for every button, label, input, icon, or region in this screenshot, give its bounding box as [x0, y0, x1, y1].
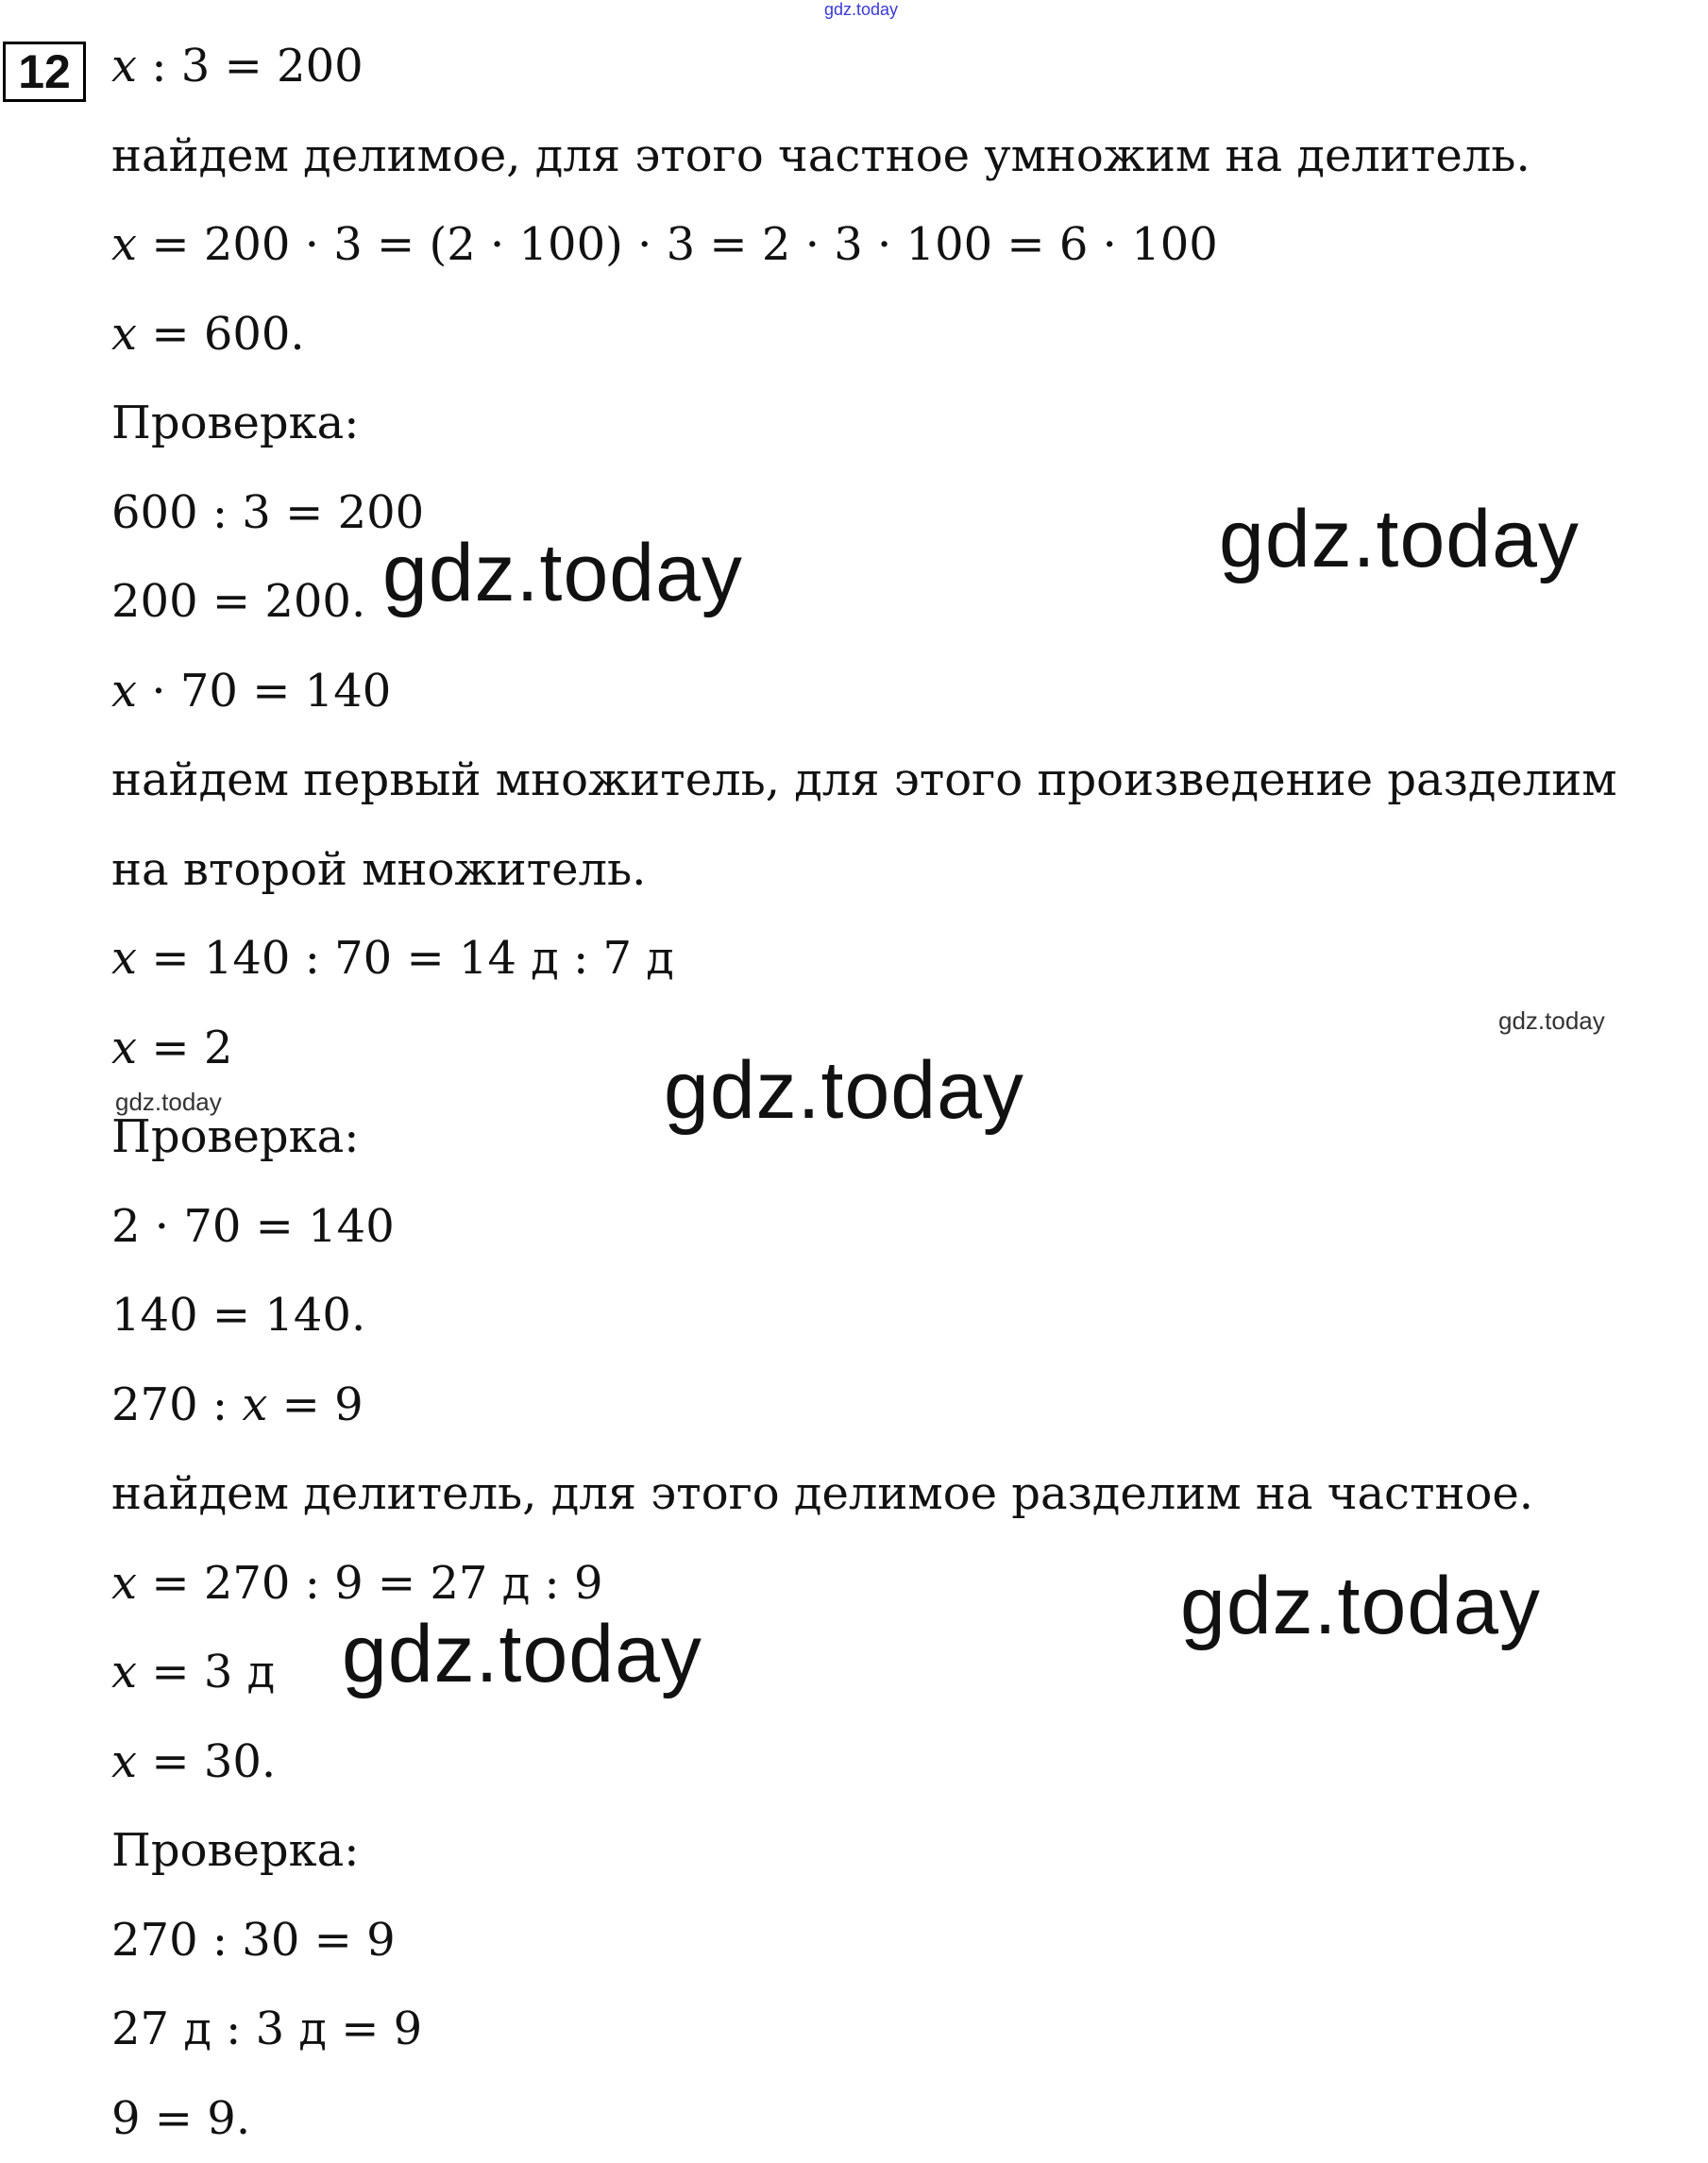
solution-line: 9 = 9. [111, 2074, 1708, 2163]
watermark: gdz.today [1180, 1560, 1541, 1653]
solution-line: Проверка: [111, 379, 1708, 468]
solution-line: на второй множитель. [111, 825, 1708, 915]
solution-line: x · 70 = 140 [111, 647, 1708, 736]
watermark-top: gdz.today [824, 0, 898, 20]
solution-line: 270 : x = 9 [111, 1360, 1708, 1450]
task-number: 12 [3, 42, 86, 102]
watermark-small: gdz.today [1498, 1006, 1605, 1036]
watermark: gdz.today [1219, 493, 1580, 586]
watermark: gdz.today [664, 1044, 1024, 1138]
solution-line: Проверка: [111, 1092, 1708, 1182]
solution-line: x = 30. [111, 1717, 1708, 1807]
solution-line: найдем делимое, для этого частное умножим на делитель. [111, 111, 1708, 201]
watermark: gdz.today [342, 1608, 702, 1701]
solution-line: x = 270 : 9 = 27 д : 9 [111, 1539, 1708, 1629]
solution-line: найдем первый множитель, для этого произведение разделим [111, 735, 1708, 825]
watermark: gdz.today [382, 527, 743, 620]
solution-line: x = 140 : 70 = 14 д : 7 д [111, 914, 1708, 1004]
solution-line: 27 д : 3 д = 9 [111, 1985, 1708, 2074]
solution-line: найдем делитель, для этого делимое разделим на частное. [111, 1449, 1708, 1539]
solution-line: x = 200 · 3 = (2 · 100) · 3 = 2 · 3 · 100 = 6 · 100 [111, 200, 1708, 290]
solution-line: 600 : 3 = 200 [111, 468, 1708, 558]
solution-line: 270 : 30 = 9 [111, 1896, 1708, 1986]
solution-line: x = 600. [111, 290, 1708, 380]
solution-line: x = 2 [111, 1004, 1708, 1093]
solution-line: 200 = 200. [111, 557, 1708, 647]
solution-line: 140 = 140. [111, 1271, 1708, 1360]
solution-line: x : 3 = 200 [111, 22, 1708, 111]
solution-line: Проверка: [111, 1806, 1708, 1896]
watermark-small: gdz.today [115, 1088, 222, 1117]
solution-line: 2 · 70 = 140 [111, 1182, 1708, 1272]
solution-line: x = 3 д [111, 1628, 1708, 1717]
